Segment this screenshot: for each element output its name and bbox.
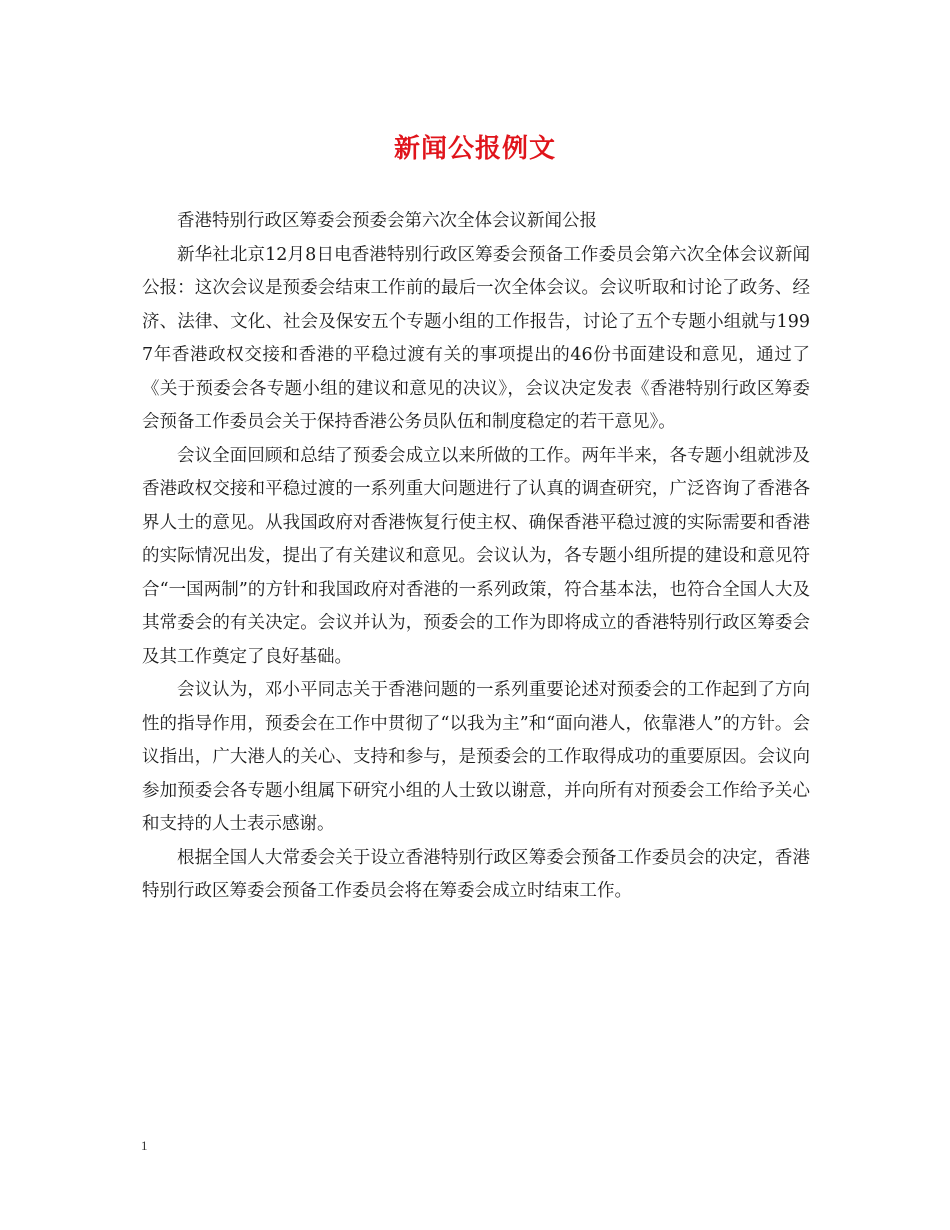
page-number: 1 [141,1138,148,1153]
paragraph-review: 会议全面回顾和总结了预委会成立以来所做的工作。两年半来，各专题小组就涉及香港政权交接和平稳过渡的一系列重大问题进行了认真的调查研究，广泛咨询了香港各界人士的意见。从我国政府对香港恢复行使主权、确保香港平稳过渡的实际需要和香港的实际情况出发，提出了有关建议和意见。会议认为，各专题小组所提的建设和意见符合“一国两制”的方针和我国政府对香港的一系列政策，符合基本法，也符合全国人大及其常委会的有关决定。会议并认为，预委会的工作为即将成立的香港特别行政区筹委会及其工作奠定了良好基础。 [142,445,810,667]
paragraph-subtitle: 香港特别行政区筹委会预委会第六次全体会议新闻公报 [177,211,597,231]
paragraph-conclusion: 根据全国人大常委会关于设立香港特别行政区筹委会预备工作委员会的决定，香港特别行政区筹委会预备工作委员会将在筹委会成立时结束工作。 [142,847,810,901]
document-body [142,205,810,909]
paragraph-lead: 新华社北京12月8日电香港特别行政区筹委会预备工作委员会第六次全体会议新闻公报：这次会议是预委会结束工作前的最后一次全体会议。会议听取和讨论了政务、经济、法律、文化、社会及保安五个专题小组的工作报告，讨论了五个专题小组就与1997年香港政权交接和香港的平稳过渡有关的事项提出的46份书面建设和意见，通过了《关于预委会各专题小组的建议和意见的决议》，会议决定发表《香港特别行政区筹委会预备工作委员会关于保持香港公务员队伍和制度稳定的若干意见》。 [142,244,810,432]
document-title: 新闻公报例文 [393,134,556,164]
paragraph-guidance: 会议认为，邓小平同志关于香港问题的一系列重要论述对预委会的工作起到了方向性的指导作用，预委会在工作中贯彻了“以我为主”和“面向港人，依靠港人”的方针。会议指出，广大港人的关心、支持和参与，是预委会的工作取得成功的重要原因。会议向参加预委会各专题小组属下研究小组的人士致以谢意，并向所有对预委会工作给予关心和支持的人士表示感谢。 [142,680,810,834]
